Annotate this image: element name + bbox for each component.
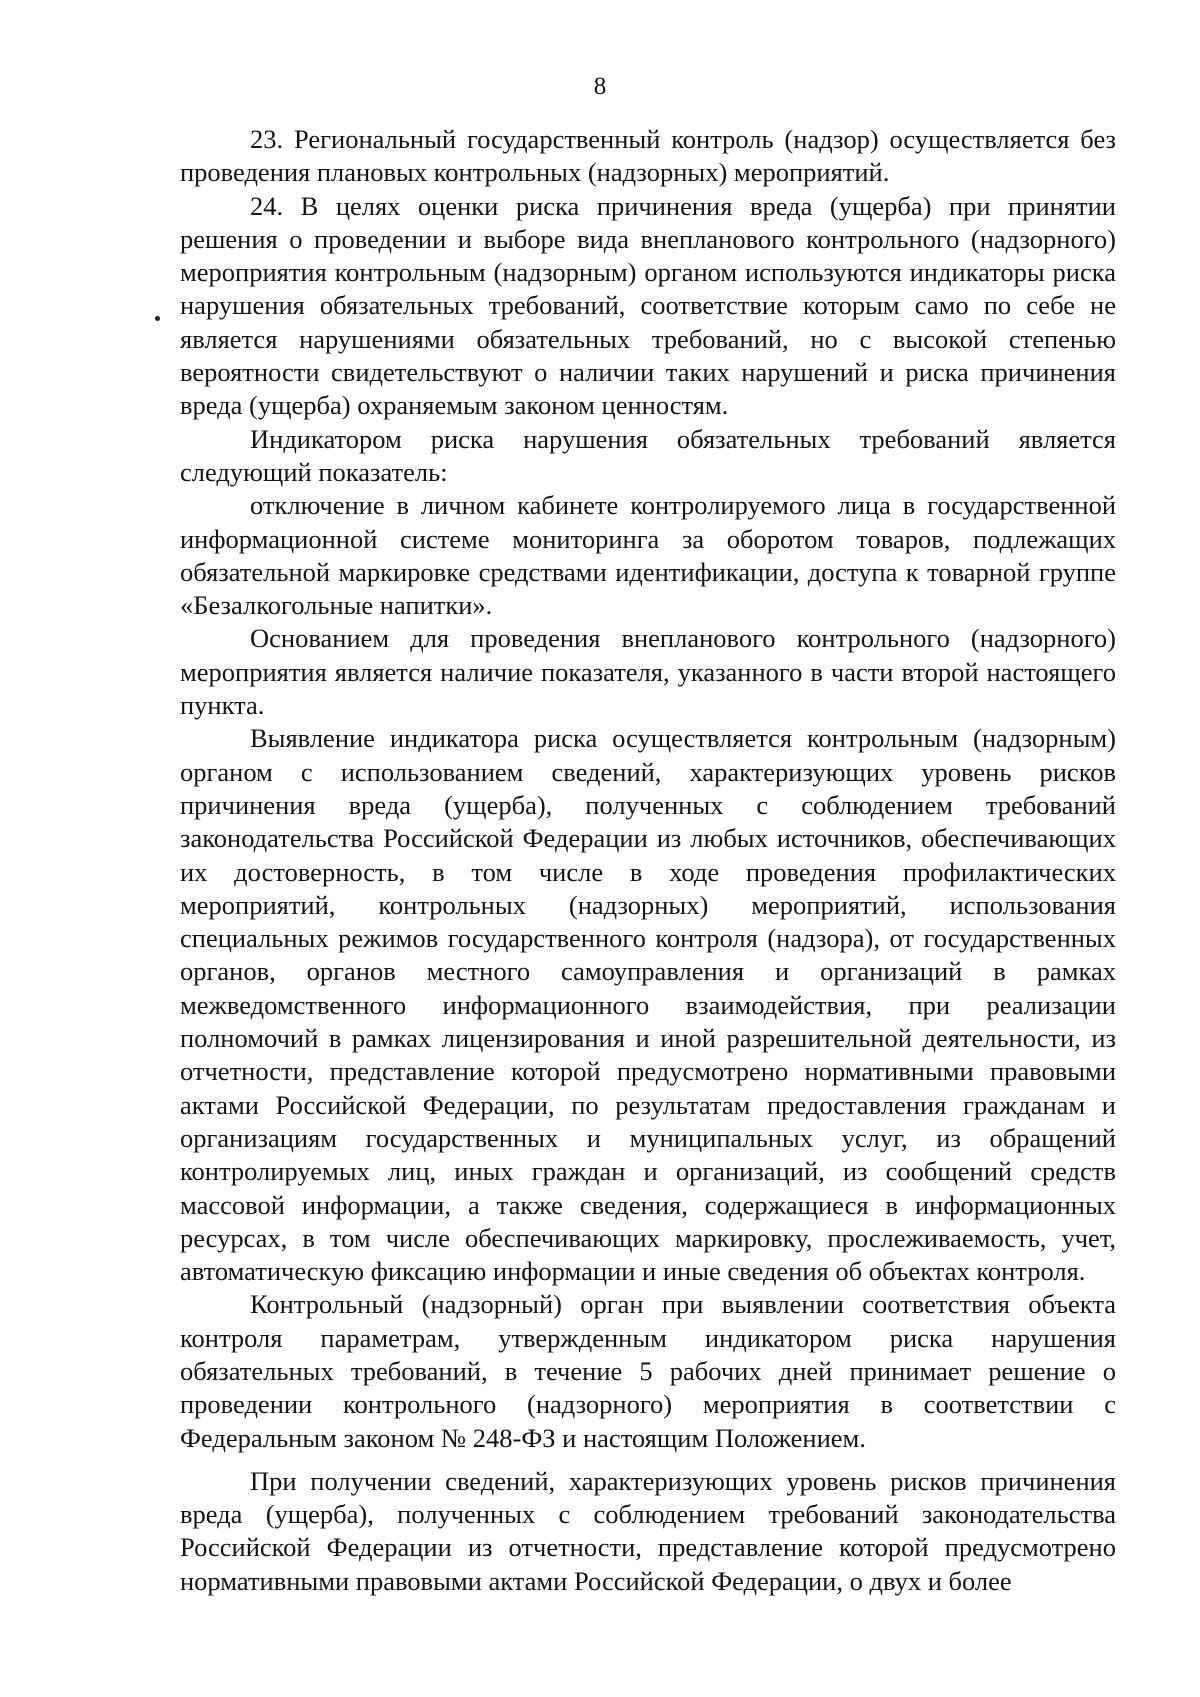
document-body <box>180 123 1116 1598</box>
paragraph-decision-deadline: Контрольный (надзорный) орган при выявлении соответствия объекта контроля параметрам, утвержденным индикатором риска нарушения обязательных требований, в течение 5 рабочих дней принимает решение о проведении контрольного (надзорного) мероприятия в соответствии с Федеральным законом № 248-ФЗ и настоящим Положением. <box>180 1289 1116 1453</box>
paragraph-risk-indicator-intro: Индикатором риска нарушения обязательных требований является следующий показатель: <box>180 423 1116 487</box>
paragraph-risk-indicator-item: отключение в личном кабинете контролируемого лица в государственной информационной системе мониторинга за оборотом товаров, подлежащих обязательной маркировке средствами идентификации, доступа к товарной группе «Безалкогольные напитки». <box>180 490 1116 621</box>
paragraph-indicator-detection: Выявление индикатора риска осуществляется контрольным (надзорным) органом с использованием сведений, характеризующих уровень рисков причинения вреда (ущерба), полученных с соблюдением требований законодательства Российской Федерации из любых источников, обеспечивающих их достоверность, в том числе в ходе проведения профилактических мероприятий, контрольных (надзорных) мероприятий, использования специальных режимов государственного контроля (надзора), от государственных органов, органов местного самоуправления и организаций в рамках межведомственного информационного взаимодействия, при реализации полномочий в рамках лицензирования и иной разрешительной деятельности, из отчетности, представление которой предусмотрено нормативными правовыми актами Российской Федерации, по результатам предоставления гражданам и организациям государственных и муниципальных услуг, из обращений контролируемых лиц, иных граждан и организаций, из сообщений средств массовой информации, а также сведения, содержащиеся в информационных ресурсах, в том числе обеспечивающих маркировку, прослеживаемость, учет, автоматическую фиксацию информации и иные сведения об объектах контроля. <box>180 723 1116 1287</box>
page-number: 8 <box>593 73 607 100</box>
paragraph-inspection-basis: Основанием для проведения внепланового контрольного (надзорного) мероприятия является наличие показателя, указанного в части второй настоящего пункта. <box>180 623 1116 721</box>
paragraph-reporting-data: При получении сведений, характеризующих уровень рисков причинения вреда (ущерба), полученных с соблюдением требований законодательства Российской Федерации из отчетности, представление которой предусмотрено нормативными правовыми актами Российской Федерации, о двух и более <box>180 1465 1116 1596</box>
margin-dot-mark <box>155 316 160 321</box>
paragraph-24: 24. В целях оценки риска причинения вреда (ущерба) при принятии решения о проведении и выборе вида внепланового контрольного (надзорного) мероприятия контрольным (надзорным) органом используются индикаторы риска нарушения обязательных требований, соответствие которым само по себе не является нарушениями обязательных требований, но с высокой степенью вероятности свидетельствуют о наличии таких нарушений и риска причинения вреда (ущерба) охраняемым законом ценностям. <box>180 190 1116 421</box>
paragraph-23: 23. Региональный государственный контроль (надзор) осуществляется без проведения плановых контрольных (надзорных) мероприятий. <box>180 124 1116 188</box>
